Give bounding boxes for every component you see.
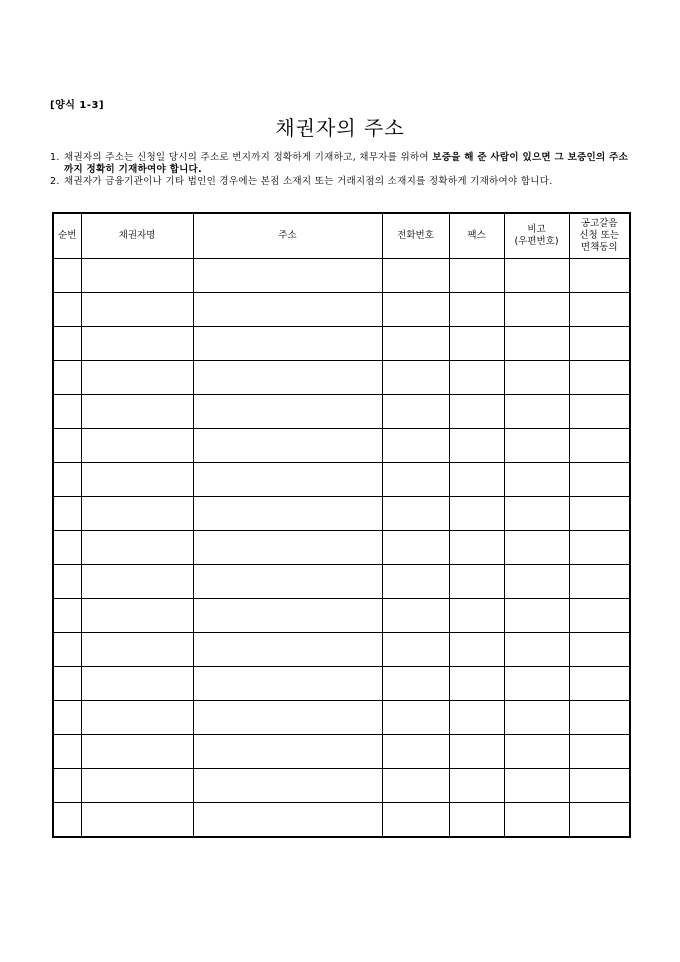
table-row [53,633,630,667]
fax-cell[interactable] [449,735,504,769]
remarks-cell[interactable] [504,395,569,429]
consent-cell[interactable] [569,395,630,429]
address-cell[interactable] [193,599,382,633]
creditor-name-cell[interactable] [81,429,193,463]
table-row [53,803,630,838]
instruction-1 [50,152,630,176]
address-cell[interactable] [193,361,382,395]
table-row [53,701,630,735]
fax-cell[interactable] [449,531,504,565]
phone-cell[interactable] [382,633,449,667]
table-header-row [53,213,630,259]
remarks-cell[interactable] [504,497,569,531]
address-cell[interactable] [193,667,382,701]
table-row [53,565,630,599]
header-creditor-name: 채권자명 [81,213,193,259]
creditor-name-cell[interactable] [81,565,193,599]
phone-cell[interactable] [382,565,449,599]
header-consent-line: 공고갈음 [580,218,618,229]
instruction-number: 1. [50,152,60,163]
consent-cell[interactable] [569,633,630,667]
header-seq: 순번 [53,213,81,259]
remarks-cell[interactable] [504,565,569,599]
address-cell[interactable] [193,395,382,429]
phone-cell[interactable] [382,327,449,361]
remarks-cell[interactable] [504,803,569,838]
instruction-number: 2. [50,176,60,187]
fax-cell[interactable] [449,633,504,667]
table-row [53,667,630,701]
creditor-address-table [52,212,631,838]
consent-cell[interactable] [569,769,630,803]
address-cell[interactable] [193,293,382,327]
remarks-cell[interactable] [504,293,569,327]
seq-cell[interactable] [53,327,81,361]
creditor-name-cell[interactable] [81,497,193,531]
phone-cell[interactable] [382,463,449,497]
fax-cell[interactable] [449,361,504,395]
seq-cell[interactable] [53,599,81,633]
creditor-name-cell[interactable] [81,531,193,565]
consent-cell[interactable] [569,531,630,565]
table-row [53,769,630,803]
consent-cell[interactable] [569,667,630,701]
creditor-name-cell[interactable] [81,667,193,701]
remarks-cell[interactable] [504,429,569,463]
creditor-name-cell[interactable] [81,327,193,361]
remarks-cell[interactable] [504,667,569,701]
fax-cell[interactable] [449,803,504,838]
table-row [53,531,630,565]
remarks-cell[interactable] [504,769,569,803]
phone-cell[interactable] [382,259,449,293]
seq-cell[interactable] [53,395,81,429]
remarks-cell[interactable] [504,531,569,565]
remarks-cell[interactable] [504,633,569,667]
form-code: [양식 1-3] [50,100,105,111]
address-cell[interactable] [193,803,382,838]
creditor-name-cell[interactable] [81,701,193,735]
remarks-cell[interactable] [504,463,569,497]
page-title: 채권자의 주소 [275,116,405,140]
consent-cell[interactable] [569,259,630,293]
address-cell[interactable] [193,429,382,463]
header-consent-line: 면책동의 [580,242,618,253]
fax-cell[interactable] [449,259,504,293]
consent-cell[interactable] [569,429,630,463]
consent-cell[interactable] [569,497,630,531]
fax-cell[interactable] [449,463,504,497]
fax-cell[interactable] [449,769,504,803]
fax-cell[interactable] [449,497,504,531]
header-remarks [504,213,569,259]
header-consent-line: 신청 또는 [579,230,620,241]
instruction-2 [50,176,630,188]
creditor-name-cell[interactable] [81,463,193,497]
seq-cell[interactable] [53,531,81,565]
phone-cell[interactable] [382,667,449,701]
fax-cell[interactable] [449,701,504,735]
instruction-plain-text: 채권자의 주소는 신청일 당시의 주소로 번지까지 정확하게 기재하고, 채무자를 위하여 [64,152,433,163]
table-row [53,259,630,293]
seq-cell[interactable] [53,463,81,497]
table-row [53,463,630,497]
table-body [53,259,630,838]
instructions [50,152,630,188]
address-cell[interactable] [193,735,382,769]
remarks-cell[interactable] [504,327,569,361]
fax-cell[interactable] [449,667,504,701]
seq-cell[interactable] [53,565,81,599]
creditor-name-cell[interactable] [81,735,193,769]
phone-cell[interactable] [382,395,449,429]
address-cell[interactable] [193,497,382,531]
header-phone: 전화번호 [382,213,449,259]
instruction-plain-text: 채권자가 금융기관이나 기타 법인인 경우에는 본점 소재지 또는 거래지점의 소재지를 정확하게 기재하여야 합니다. [64,176,553,187]
remarks-cell[interactable] [504,735,569,769]
table-row [53,327,630,361]
header-address: 주소 [193,213,382,259]
fax-cell[interactable] [449,327,504,361]
seq-cell[interactable] [53,701,81,735]
table-row [53,395,630,429]
header-remarks-line: 비고 [527,224,546,235]
consent-cell[interactable] [569,293,630,327]
header-remarks-line: (우편번호) [514,236,559,247]
fax-cell[interactable] [449,293,504,327]
phone-cell[interactable] [382,701,449,735]
seq-cell[interactable] [53,769,81,803]
creditor-name-cell[interactable] [81,361,193,395]
instruction-bold-text: 보증을 해 준 사람이 있으면 그 보증인의 주소까지 정확히 기재하여야 합니다. [64,152,629,175]
phone-cell[interactable] [382,497,449,531]
fax-cell[interactable] [449,429,504,463]
creditor-name-cell[interactable] [81,599,193,633]
consent-cell[interactable] [569,361,630,395]
table-row [53,735,630,769]
creditor-name-cell[interactable] [81,395,193,429]
table-row [53,293,630,327]
phone-cell[interactable] [382,803,449,838]
instruction-text [64,152,630,176]
address-cell[interactable] [193,769,382,803]
consent-cell[interactable] [569,327,630,361]
creditor-name-cell[interactable] [81,293,193,327]
seq-cell[interactable] [53,633,81,667]
table-row [53,497,630,531]
instruction-text [64,176,630,188]
phone-cell[interactable] [382,769,449,803]
seq-cell[interactable] [53,667,81,701]
table-row [53,361,630,395]
creditor-name-cell[interactable] [81,633,193,667]
seq-cell[interactable] [53,429,81,463]
fax-cell[interactable] [449,599,504,633]
seq-cell[interactable] [53,803,81,838]
address-cell[interactable] [193,327,382,361]
header-fax: 팩스 [449,213,504,259]
remarks-cell[interactable] [504,701,569,735]
seq-cell[interactable] [53,293,81,327]
seq-cell[interactable] [53,361,81,395]
address-cell[interactable] [193,701,382,735]
creditor-name-cell[interactable] [81,803,193,838]
seq-cell[interactable] [53,259,81,293]
creditor-name-cell[interactable] [81,259,193,293]
phone-cell[interactable] [382,735,449,769]
phone-cell[interactable] [382,361,449,395]
phone-cell[interactable] [382,429,449,463]
remarks-cell[interactable] [504,361,569,395]
consent-cell[interactable] [569,565,630,599]
remarks-cell[interactable] [504,599,569,633]
creditor-name-cell[interactable] [81,769,193,803]
consent-cell[interactable] [569,599,630,633]
consent-cell[interactable] [569,803,630,838]
address-cell[interactable] [193,633,382,667]
consent-cell[interactable] [569,735,630,769]
phone-cell[interactable] [382,531,449,565]
consent-cell[interactable] [569,701,630,735]
remarks-cell[interactable] [504,259,569,293]
header-consent [569,213,630,259]
seq-cell[interactable] [53,497,81,531]
consent-cell[interactable] [569,463,630,497]
table-row [53,599,630,633]
phone-cell[interactable] [382,599,449,633]
address-cell[interactable] [193,531,382,565]
fax-cell[interactable] [449,395,504,429]
fax-cell[interactable] [449,565,504,599]
address-cell[interactable] [193,259,382,293]
phone-cell[interactable] [382,293,449,327]
seq-cell[interactable] [53,735,81,769]
address-cell[interactable] [193,463,382,497]
address-cell[interactable] [193,565,382,599]
table-row [53,429,630,463]
